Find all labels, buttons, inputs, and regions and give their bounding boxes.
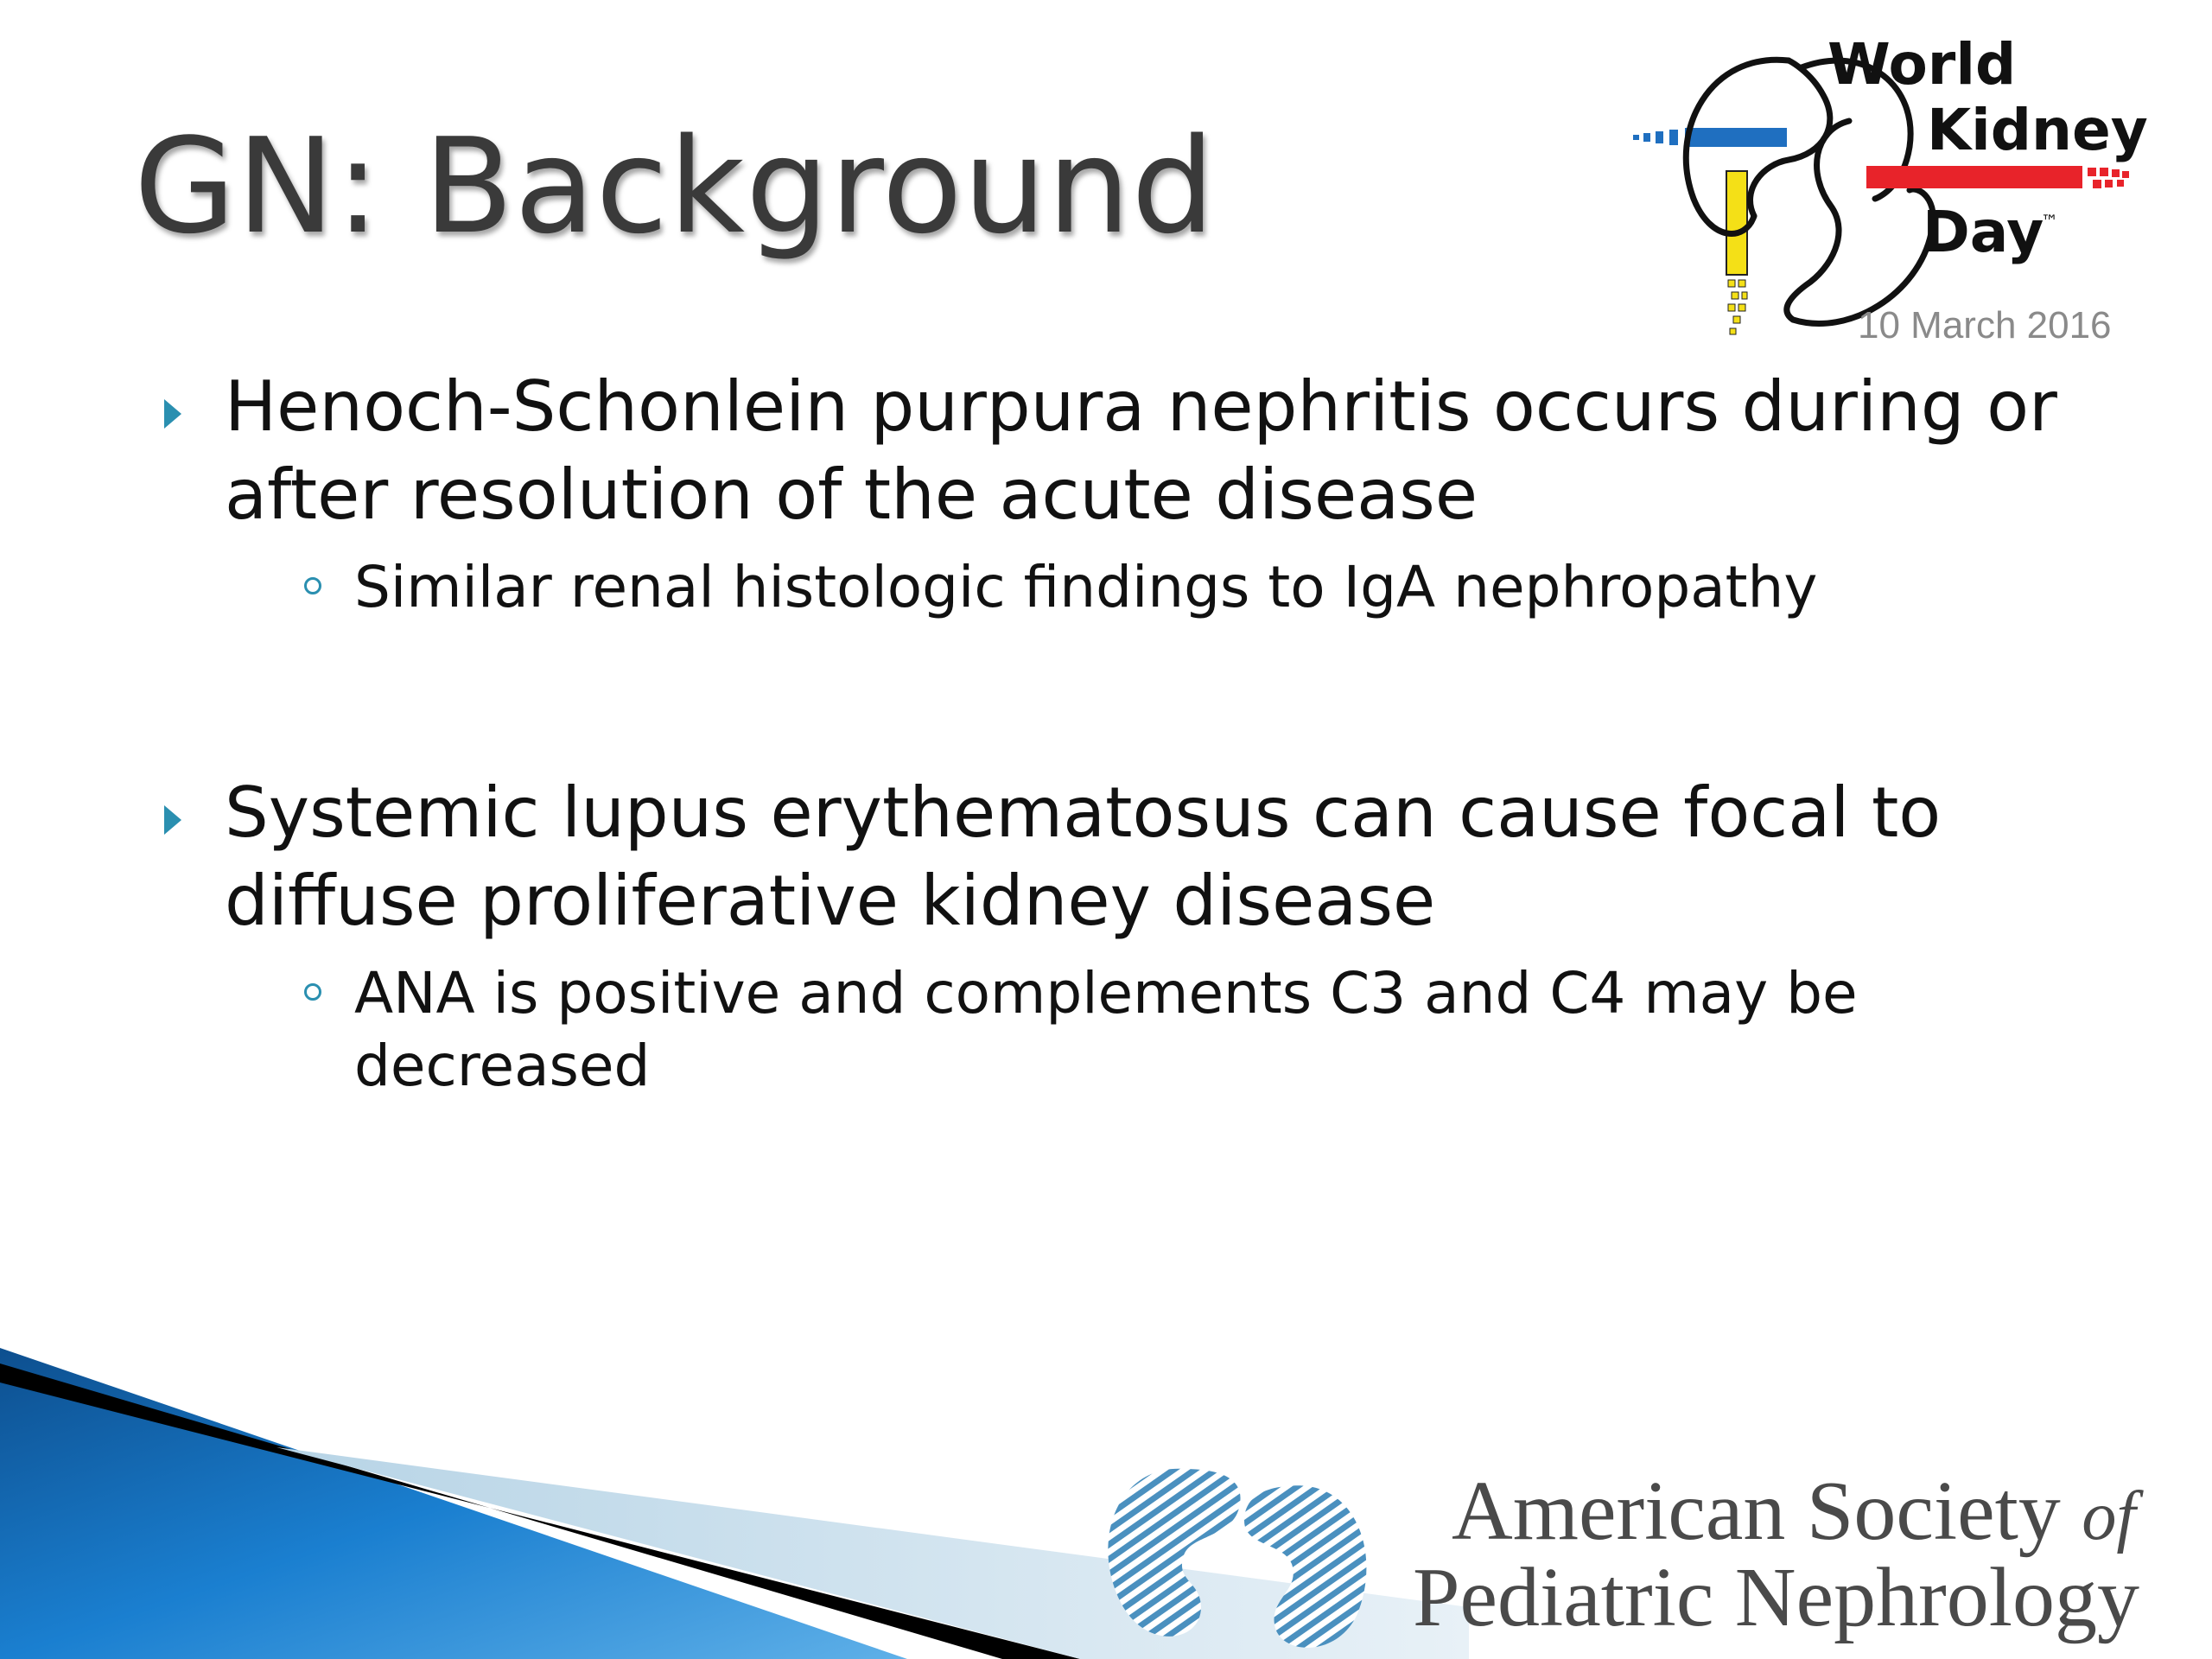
wkd-line-world: World <box>1827 31 2017 98</box>
wkd-blue-bar <box>1633 128 1787 147</box>
aspn-of: of <box>2082 1478 2136 1554</box>
aspn-name-line-2: Pediatric Nephrology <box>1413 1551 2139 1644</box>
sub-bullet-2-1-text: ANA is positive and complements C3 and C4 may be decreased <box>354 960 1858 1099</box>
triangle-bullet-icon <box>164 805 181 835</box>
aspn-kidney-logo <box>1089 1452 1382 1659</box>
slide-title: GN: Background <box>134 110 1216 263</box>
sub-bullet-2-1 <box>225 957 2126 1103</box>
circle-bullet-icon <box>304 577 321 594</box>
wkd-yellow-bar <box>1726 171 1747 334</box>
bullet-1 <box>156 363 2143 624</box>
bullet-2-text: Systemic lupus erythematosus can cause focal to diffuse proliferative kidney disease <box>225 772 1942 941</box>
wkd-kidney-outline <box>1686 60 1933 323</box>
wkd-red-bar <box>1866 166 2129 188</box>
bullet-1-text: Henoch-Schonlein purpura nephritis occurs during or after resolution of the acute disease <box>225 366 2057 535</box>
wkd-trademark: ™ <box>2041 211 2058 232</box>
sub-bullet-1-1 <box>225 551 2143 624</box>
aspn-name-line-1 <box>1452 1465 2136 1558</box>
wkd-line-day: Day <box>1923 199 2044 265</box>
slide-body <box>156 363 2143 1103</box>
circle-bullet-icon <box>304 983 321 1001</box>
wkd-line-kidney: Kidney <box>1927 97 2148 163</box>
wkd-date: 10 March 2016 <box>1858 304 2112 346</box>
sub-bullet-1-1-text: Similar renal histologic findings to IgA nephropathy <box>354 554 1818 620</box>
triangle-bullet-icon <box>164 399 181 429</box>
aspn-american-society: American Society <box>1452 1465 2082 1558</box>
bullet-2 <box>156 769 2143 1103</box>
